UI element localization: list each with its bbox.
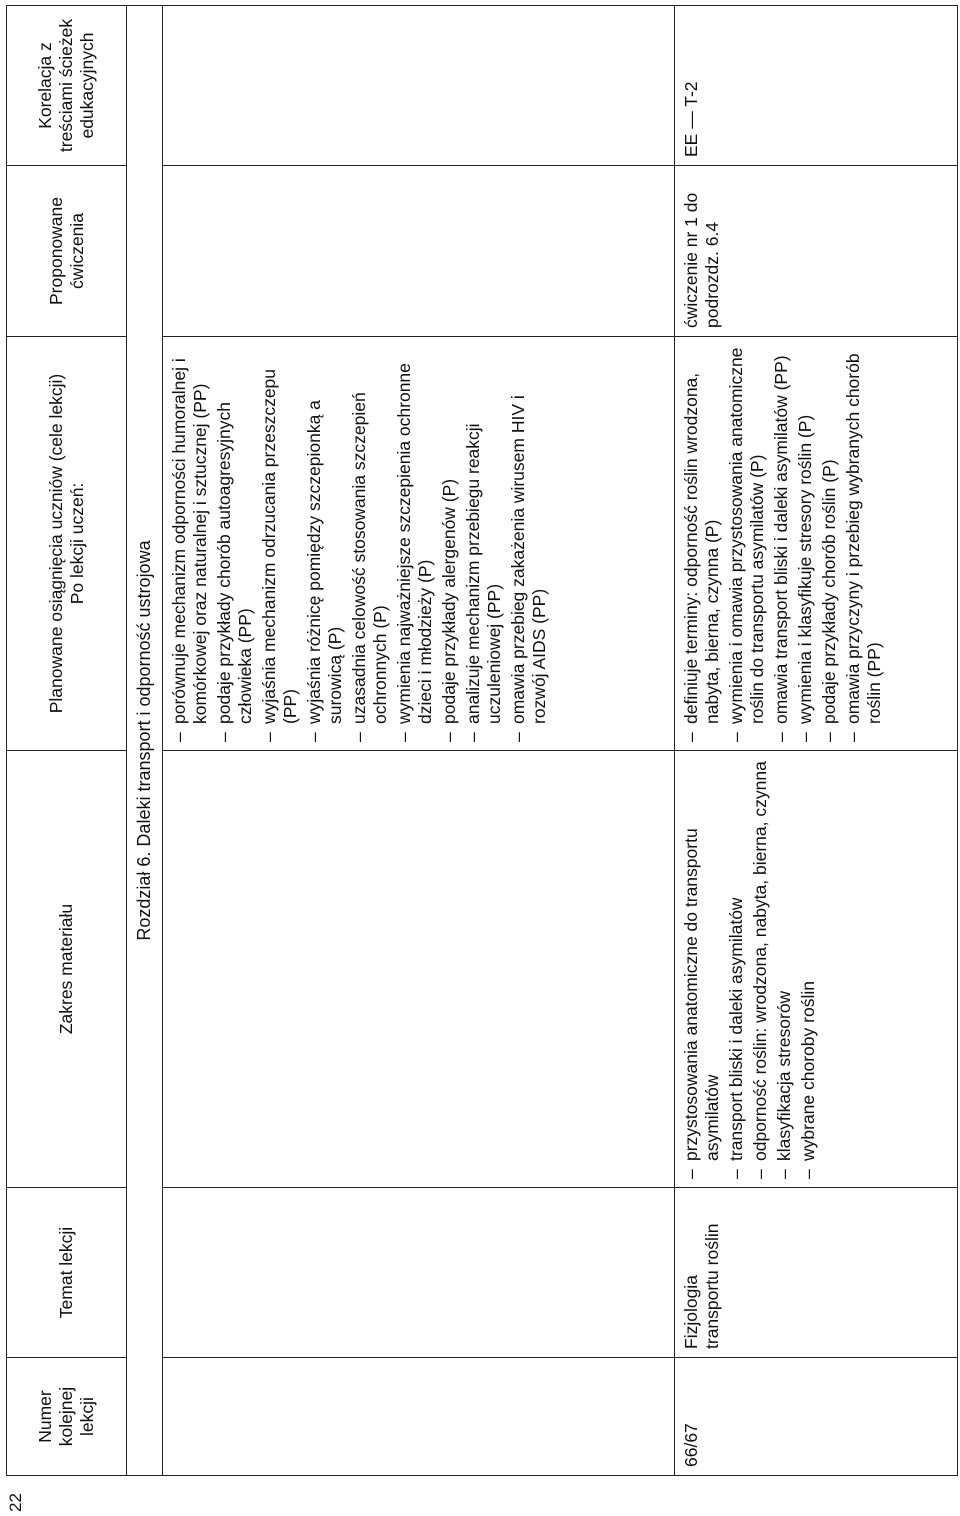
list-item: – definiuje terminy: odporność roślin wrodzona, nabyta, bierna, czynna (P): [681, 345, 723, 742]
list-item: – omawia przebieg zakażenia wirusem HIV i rozwój AIDS (PP): [508, 345, 550, 742]
lesson-goals-cell: [674, 337, 957, 751]
list-item: – wyjaśnia mechanizm odrzucania przeszczepu (PP): [259, 345, 301, 742]
lesson-number: 66/67: [674, 1358, 957, 1476]
header-row: [7, 6, 127, 1476]
list-item: – wymienia i klasyfikuje stresory roślin (P): [795, 345, 816, 742]
chapter-goals-cell: [163, 337, 675, 751]
list-item: – odporność roślin: wrodzona, nabyta, bierna, czynna: [750, 759, 771, 1179]
lesson-scope-cell: [674, 751, 957, 1188]
list-item: – wyjaśnia różnicę pomiędzy szczepionką a surowicą (P): [304, 345, 346, 742]
rotated-table-page: [6, 6, 958, 1476]
lesson-scope-list: [681, 759, 819, 1179]
list-item: – przystosowania anatomiczne do transportu asymilatów: [681, 759, 723, 1179]
lesson-exercises: ćwiczenie nr 1 do podrozdz. 6.4: [674, 166, 957, 337]
lesson-row: [674, 6, 957, 1476]
header-goals-line1: Planowane osiągnięcia uczniów (cele lekcji): [45, 373, 66, 714]
list-item: – transport bliski i daleki asymilatów: [726, 759, 747, 1179]
header-number: Numer kolejnej lekcji: [7, 1358, 127, 1476]
list-item: – wymienia najważniejsze szczepienia ochronne dzieci i młodzieży (P): [394, 345, 436, 742]
list-item: – wymienia i omawia przystosowania anatomiczne roślin do transportu asymilatów (P): [726, 345, 768, 742]
list-item: – wybrane choroby roślin: [798, 759, 819, 1179]
chapter-title: Rozdział 6. Daleki transport i odporność ustrojowa: [127, 6, 163, 1476]
list-item: – klasyfikacja stresorów: [774, 759, 795, 1179]
list-item: – omawia transport bliski i daleki asymilatów (PP): [771, 345, 792, 742]
header-goals: [7, 337, 127, 751]
lesson-topic: Fizjologia transportu roślin: [674, 1188, 957, 1358]
list-item: – analizuje mechanizm przebiegu reakcji uczuleniowej (PP): [463, 345, 505, 742]
header-correlation: Korelacja z treściami ścieżek edukacyjnych: [7, 6, 127, 166]
header-exercises: Proponowane ćwiczenia: [7, 166, 127, 337]
list-item: – omawia przyczyny i przebieg wybranych chorób roślin (PP): [843, 345, 885, 742]
header-scope: Zakres materiału: [7, 751, 127, 1188]
page-number: 22: [6, 1493, 25, 1512]
list-item: – porównuje mechanizm odporności humoralnej i komórkowej oraz naturalnej i sztucznej (PP): [169, 345, 211, 742]
list-item: – podaje przykłady chorób autoagresyjnych człowieka (PP): [214, 345, 256, 742]
list-item: – uzasadnia celowość stosowania szczepień ochronnych (P): [349, 345, 391, 742]
lesson-plan-table: [6, 5, 958, 1476]
list-item: – podaje przykłady chorób roślin (P): [819, 345, 840, 742]
header-goals-line2: Po lekcji uczeń:: [66, 482, 87, 605]
header-topic: Temat lekcji: [7, 1188, 127, 1358]
list-item: – podaje przykłady alergenów (P): [439, 345, 460, 742]
chapter-row: [127, 6, 163, 1476]
lesson-correlation: EE — T-2: [674, 6, 957, 166]
chapter-goals-list: [169, 345, 550, 742]
lesson-goals-list: [681, 345, 885, 742]
chapter-goals-row: [163, 6, 675, 1476]
